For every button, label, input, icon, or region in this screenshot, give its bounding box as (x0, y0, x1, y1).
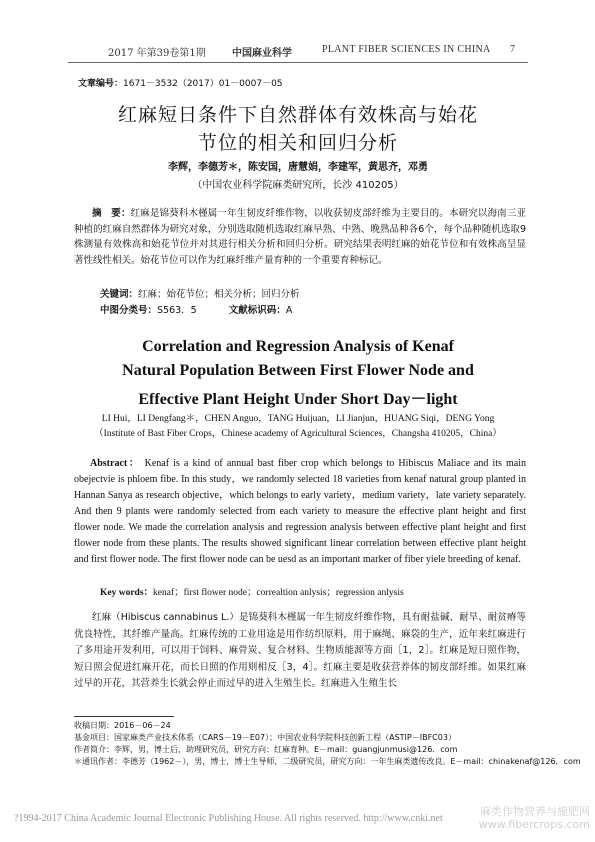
title-cn-line1: 红麻短日条件下自然群体有效株高与始花 (117, 104, 478, 126)
abstract-cn (74, 206, 526, 268)
affiliation-en: （Institute of Bast Fiber Crops，Chinese academy of Agricultural Sciences，Changsha 410205，China） (94, 429, 502, 439)
footnote-author: 作者简介：李辉，男，博士后，助理研究员，研究方向：红麻育种。E－mail：guangjunmusi@126．com (74, 745, 458, 754)
keywords-en-text: kenaf；first flower node；correaltion anlysis；regression anlysis (153, 588, 404, 598)
title-en-line3: Effective Plant Height Under Short Day－light (138, 391, 458, 408)
footnote-fund: 基金项目：国家麻类产业技术体系（CARS－19－E07）；中国农业科学院科技创新工程（ASTIP－IBFC03） (74, 733, 456, 742)
abstract-en-label: Abstract： (90, 458, 141, 469)
header-issue: 1 (189, 48, 196, 59)
article-id (78, 76, 283, 89)
header-rule (68, 62, 528, 63)
running-header-left (108, 44, 206, 59)
header-journal-en: PLANT FIBER SCIENCES IN CHINA (322, 44, 491, 55)
title-en-line1: Correlation and Regression Analysis of Kenaf (142, 338, 454, 355)
watermark-line2: www.fibercrops.com (478, 818, 590, 831)
article-id-value: 1671－3532（2017）01－0007－05 (123, 79, 283, 89)
keywords-en-label: Key words： (100, 588, 154, 598)
keywords-cn (100, 286, 300, 300)
affiliation-cn: （中国农业科学院麻类研究所，长沙 410205） (192, 180, 404, 191)
abstract-en (74, 456, 526, 568)
doc-code-label: 文献标识码： (228, 305, 286, 316)
keywords-cn-label: 关键词： (100, 289, 139, 300)
header-issue-unit: 期 (195, 48, 206, 59)
authors-cn: 李辉，李德芳＊，陈安国，唐慧娟，李建军，黄思齐，邓勇 (168, 162, 428, 173)
footnote-received: 收稿日期：2016－06－24 (74, 721, 171, 730)
footnote-corresponding: ＊通讯作者：李德芳（1962－），男，博士，博士生导师，二级研究员，研究方向：一年生麻类遗传改良。E－mail：chinakenaf@126．com (74, 757, 581, 766)
authors-en: LI Hui，LI Dengfang＊，CHEN Anguo，TANG Huijuan，LI Jianjun，HUANG Siqi，DENG Yong (101, 414, 495, 424)
keywords-cn-text: 红麻；始花节位；相关分析；回归分析 (138, 289, 300, 300)
header-volume: 39 (156, 48, 170, 59)
copyright-footer: ?1994-2017 China Academic Journal Electronic Publishing House. All rights reserved. http://www.cnki.net (14, 813, 443, 824)
doc-code-value: A (285, 305, 293, 316)
classification-label: 中图分类号： (100, 305, 158, 316)
header-vol-unit: 卷第 (169, 48, 190, 59)
article-id-label: 文章编号： (78, 79, 124, 89)
title-cn-line2: 节位的相关和回归分析 (197, 132, 398, 154)
abstract-en-text: Kenaf is a kind of annual bast fiber crop which belongs to Hibiscus Maliace and its main obejectvie is phloem fibe. In this study，we randomly selected 18 varieties from kenaf natural group planted in Hannan Sanya as research objective，which belongs to early variety，medium variety，late variety separately. And then 9 plants were randomly selected from each variety to measure the effective plant height and first flower node. We made the correlation analysis and regression analysis between effective plant height and first flower node from these plants. The results showed significant linear correlation between effective plant height and first flower node. The first flower node can be uesd as an important marker of fiber yiele breeding of kenaf. (74, 458, 527, 565)
classification (100, 302, 292, 316)
title-en-line2: Natural Population Between First Flower Node and (122, 362, 474, 379)
header-page-number: 7 (510, 44, 515, 55)
keywords-en (100, 584, 404, 598)
footnote-rule (74, 716, 174, 717)
watermark (470, 805, 590, 831)
abstract-cn-text: 红麻是锦葵科木槿属一年生韧皮纤维作物，以收获韧皮部纤维为主要目的。本研究以海南三亚种植的红麻自然群体为研究对象，分别选取随机选取红麻早熟、中熟、晚熟品种各6个，每个品种随机选取9株测量有效株高和始花节位并对其进行相关分析和回归分析。研究结果表明红麻的始花节位和有效株高呈显著性线性相关。始花节位可以作为红麻纤维产量育种的一个重要育种标记。 (74, 208, 526, 266)
abstract-cn-label: 摘 要： (92, 208, 131, 219)
body-paragraph: 红麻（Hibiscus cannabinus L.）是锦葵科木槿属一年生韧皮纤维作物，具有耐盐碱、耐旱、耐贫瘠等优良特性，其纤维产量高。红麻传统的工业用途是用作纺织原料，用于麻绳、麻袋的生产，近年来红麻进行了多用途开发利用，可以用于饲料、麻骨炭、复合材料、生物质能源等方面［1，2］。红麻是短日照作物，短日照会促进红麻开花，而长日照的作用则相反［3，4］。红麻主要是收获营养体的韧皮部纤维。如果红麻过早的开花，其营养生长就会停止而过早的进入生殖生长。红麻进入生殖生长 (74, 612, 526, 689)
watermark-line1: 麻类作物营养与施肥网 (480, 805, 590, 818)
header-year: 2017 年第 (108, 48, 157, 59)
classification-value: S563．5 (157, 305, 197, 316)
header-journal-cn: 中国麻业科学 (232, 48, 292, 59)
